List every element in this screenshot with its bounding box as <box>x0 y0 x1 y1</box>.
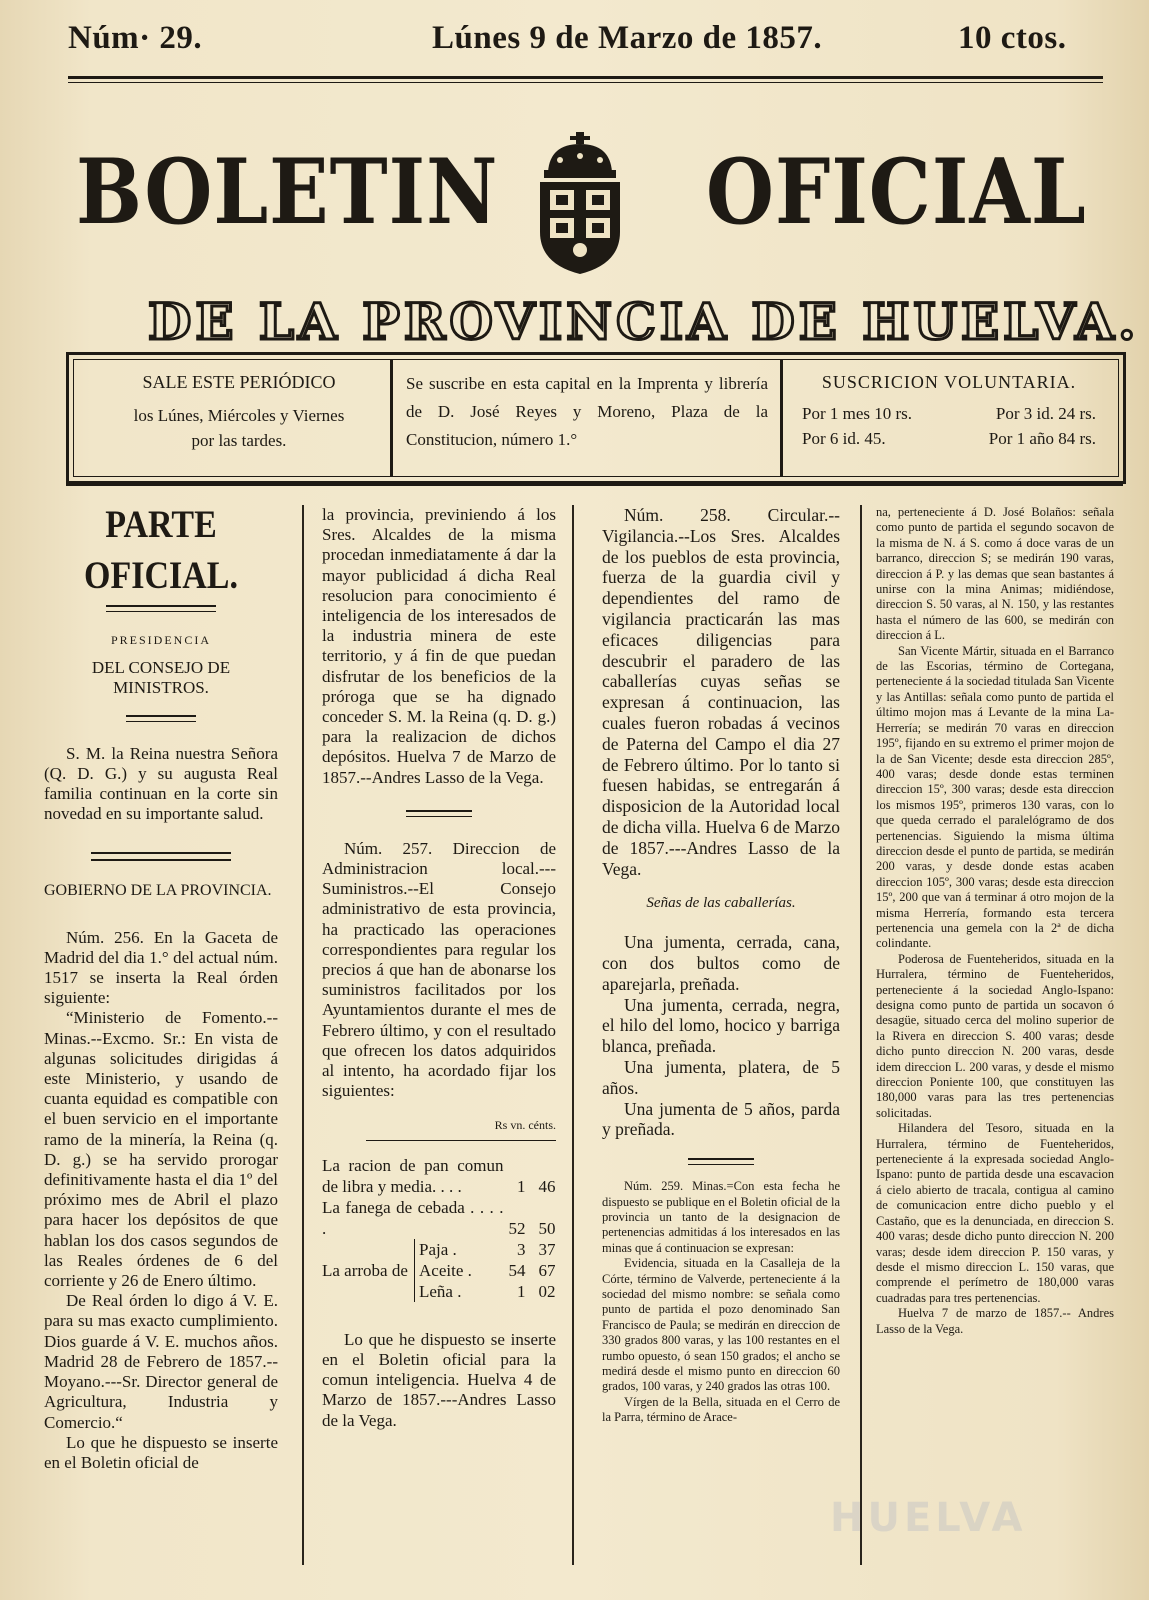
infobox-rule <box>66 484 1123 486</box>
masthead-oficial: OFICIAL <box>706 140 1087 245</box>
price-cents: 02 <box>538 1281 556 1301</box>
price-rs: 54 <box>508 1260 526 1280</box>
ornament-divider <box>406 810 472 817</box>
price-rs: 3 <box>517 1239 526 1259</box>
info-separator <box>390 360 393 476</box>
subscription-prices-title: SUSCRICION VOLUNTARIA. <box>821 372 1077 392</box>
ornament-divider <box>126 715 196 722</box>
issue-price: 10 ctos. <box>958 20 1067 56</box>
paragraph: Una jumenta, cerrada, negra, el hilo del lomo, hocico y barriga blanca, preñada. <box>602 994 840 1057</box>
paragraph: De Real órden lo digo á V. E. para su mas exacto cumplimiento. Dios guarde á V. E. muchos años. Madrid 28 de Febrero de 1857.--Moyano.---Sr. Director general de Agricultura, Industria y Comercio.“ <box>44 1291 278 1432</box>
ornament-divider <box>106 605 216 612</box>
paragraph: Núm. 258. Circular.--Vigilancia.--Los Sres. Alcaldes de los pueblos de esta provincia, fuerza de la guardia civil y dependientes del ramo de vigilancia practicarán las mas eficaces diligencias para descubrir el paradero de las caballerías cuyas señas se expresan á continuacion, las cuales fueron robadas á vecinos de Paterna del Campo el dia 27 de Febrero último. Por lo tanto si fuesen habidas, se entregarán á disposicion de la Autoridad local de dicha villa. Huelva 6 de Marzo de 1857.---Andres Lasso de la Vega. <box>602 505 840 879</box>
column-2 <box>322 505 556 1431</box>
column-1 <box>44 505 278 1473</box>
price-table <box>322 1155 556 1302</box>
top-rule-thin <box>68 82 1103 83</box>
publication-days <box>94 370 384 453</box>
coat-of-arms-icon <box>530 132 630 282</box>
paragraph: Núm. 257. Direccion de Administracion local.---Suministros.--El Consejo administrativo de esta provincia, ha practicado las operaciones correspondientes para regular los precios á que han de abonarse los suministros facilitados por los Ayuntamientos durante el mes de Febrero último, y con el resultado que ofrecen los datos adquiridos al intento, ha acordado fijar los siguientes: <box>322 838 556 1101</box>
subheading-presidencia: PRESIDENCIA <box>110 633 211 647</box>
column-4 <box>876 505 1114 1337</box>
minas-notice <box>602 1179 840 1426</box>
price-cents: 67 <box>538 1260 556 1280</box>
top-rule <box>68 76 1103 79</box>
paragraph: Una jumenta, platera, de 5 años. <box>602 1056 840 1098</box>
table-row <box>322 1155 556 1197</box>
paragraph: Hilandera del Tesoro, situada en la Hurralera, término de Fuenteheridos, perteneciente á la expresada sociedad Anglo-Ispano: punto de partida desde una escavacion á cielo abierto de tracala, contigua al camino de comunicacion entre dicho pueblo y el Castaño, que es la denunciada, en direccion S. 400 varas; desde dicho punto direccion N. 200 varas; desde idem direccion P. 150 varas, y desde el mismo direccion L. 150 varas, que comprende el perímetro de 180,000 varas cuadradas para tres pertenencias. <box>876 1121 1114 1305</box>
paragraph: “Ministerio de Fomento.--Minas.--Excmo. Sr.: En vista de algunas solicitudes dirigidas á este Ministerio, y usando de cuanta equidad es compatible con el buen servicio en el importante ramo de la minería, la Reina (q. D. g.) se ha servido prorogar definitivamente hasta el dia 1º del próximo mes de Abril el plazo para hacer los depósitos de que hablan los dos casos segundos de las Reales órdenes de 6 del corriente y 26 de Enero último. <box>44 1008 278 1291</box>
table-rule <box>366 1140 556 1141</box>
paragraph: Poderosa de Fuenteheridos, situada en la Hurralera, término de Fuenteheridos, perteneciente á la sociedad Anglo-Ispano: designa como punto de partida un socavon ó desagüe, situado cerca del molino superior de la Rivera en direccion S. 400 varas; desde dicho punto direccion N. 200 varas, desde idem direccion L. 200 varas, y desde el mismo direccion Poniente 100, que constituyen las 180,000 varas para las tres pertenencias solicitadas. <box>876 951 1114 1120</box>
paragraph: la provincia, previniendo á los Sres. Alcaldes de la misma procedan inmediatamente á dar la mayor publicidad á dicha Real resolucion para conocimiento é inteligencia de los interesados de la industria minera de este territorio, y á fin de que puedan disfrutar de los beneficios de la próroga que se ha dignado conceder S. M. la Reina (q. D. g.) para la realizacion de dichos depósitos. Huelva 7 de Marzo de 1857.--Andres Lasso de la Vega. <box>322 505 556 787</box>
table-row <box>322 1239 556 1260</box>
price-label: La arroba de <box>322 1260 408 1280</box>
price-cents: 37 <box>538 1239 556 1259</box>
price-six-months: Por 6 id. 45. <box>802 429 886 448</box>
paragraph: S. M. la Reina nuestra Señora (Q. D. G.) y su augusta Real familia continuan en la corte sin novedad en su importante salud. <box>44 743 278 824</box>
publication-days-title: SALE ESTE PERIÓDICO <box>142 372 336 392</box>
paragraph: Núm. 259. Minas.=Con esta fecha he dispuesto se publique en el Boletin oficial de la provincia un tanto de la designacion de pertenencias admitidas á los interesados en las minas que á continuacion se expresan: <box>602 1179 840 1255</box>
library-watermark: HUELVA <box>830 1495 1027 1541</box>
subheading-senas: Señas de las caballerías. <box>646 895 796 912</box>
paragraph: San Vicente Mártir, situada en el Barranco de las Escorias, término de Cortegana, perteneciente á la sociedad titulada San Vicente y las Antillas: señala como punto de partida el último mojon mas á Levante de la mina La-Herrería; se medirán 70 varas en direccion 195º, fijando en su extremo el primer mojon de la de San Vicente; desde esta direccion 285º, 400 varas; desde donde estas terminen direccion 15º, 300 varas; desde esta direccion los mismos 195º, primeros 130 varas, con lo que queda cerrado el paralelógramo de dos pertenencias. Siguiendo la misma última direccion desde el punto de partida, se medirán 200 varas, y desde donde estas acaben direccion 105º, 300 varas; desde esta direccion 15º, 200 que van á terminar á otro mojon de la misma Herrería, formando esta tercera pertenencia una gemela con la 2ª de dicha colindante. <box>876 643 1114 951</box>
subheading-gobierno: GOBIERNO DE LA PROVINCIA. <box>44 882 272 900</box>
section-heading-parte-oficial: PARTE OFICIAL. <box>84 503 238 597</box>
paragraph: Lo que he dispuesto se inserte en el Boletin oficial para la comun inteligencia. Huelva 4 de Marzo de 1857.---Andres Lasso de la Vega. <box>322 1329 556 1430</box>
paragraph: Vírgen de la Bella, situada en el Cerro de la Parra, término de Arace- <box>602 1394 840 1425</box>
masthead-boletin: BOLETIN <box>76 140 499 245</box>
table-row <box>322 1197 556 1239</box>
ornament-divider <box>91 852 231 861</box>
masthead-subtitle: DE LA PROVINCIA DE HUELVA. <box>148 292 1140 351</box>
subheading-consejo: DEL CONSEJO DE MINISTROS. <box>91 658 231 698</box>
price-rs: 52 <box>508 1218 526 1238</box>
price-one-month: Por 1 mes 10 rs. <box>802 404 913 423</box>
price-label: La racion de pan comun de libra y media. . . . <box>322 1155 504 1196</box>
paragraph: Huelva 7 de marzo de 1857.-- Andres Lasso de la Vega. <box>876 1306 1114 1336</box>
price-rs: 1 <box>517 1281 526 1301</box>
price-label: La fanega de cebada . . . . . <box>322 1197 504 1238</box>
price-label: Leña . <box>415 1281 504 1302</box>
price-three-months: Por 3 id. 24 rs. <box>995 404 1096 423</box>
price-rs: 1 <box>517 1176 526 1196</box>
issue-date: Lúnes 9 de Marzo de 1857. <box>432 20 823 56</box>
column-rule <box>860 505 862 1565</box>
paragraph: Lo que he dispuesto se inserte en el Boletin oficial de <box>44 1432 278 1472</box>
paragraph: Una jumenta, cerrada, cana, con dos bultos como de aparejarla, preñada. <box>602 932 840 994</box>
publication-days-body: los Lúnes, Miércoles y Viernes por las tardes. <box>133 406 345 450</box>
subscription-location: Se suscribe en esta capital en la Imprenta y librería de D. José Reyes y Moreno, Plaza de la Constitucion, número 1.° <box>406 374 768 449</box>
price-table-header: Rs vn. cénts. <box>494 1118 556 1133</box>
paragraph: na, perteneciente á D. José Bolaños: señala como punto de partida el segundo socavon de la misma de N. á S. como á doce varas de un barranco, direccion S; se medirán 190 varas, direccion á P. y las demas que sean bastantes á unirse con la mina Animas; midiéndose, direccion S. 50 varas, al N. 150, y las restantes hasta el número de las 600, se medirán con direccion á L. <box>876 505 1114 643</box>
issue-number: Núm· 29. <box>68 20 203 56</box>
paragraph: Núm. 256. En la Gaceta de Madrid del dia 1.° del actual núm. 1517 se inserta la Real órden siguiente: <box>44 927 278 1008</box>
subscription-prices <box>794 370 1104 451</box>
column-rule <box>572 505 574 1565</box>
price-one-year: Por 1 año 84 rs. <box>988 429 1096 448</box>
info-separator <box>780 360 783 476</box>
price-cents: 50 <box>538 1218 556 1238</box>
subscription-infobox <box>66 352 1126 484</box>
price-label: Aceite . <box>415 1260 504 1281</box>
paragraph: Una jumenta de 5 años, parda y preñada. <box>602 1098 840 1140</box>
price-label: Paja . <box>415 1239 504 1260</box>
paragraph: Evidencia, situada en la Casalleja de la Córte, término de Valverde, perteneciente á la sociedad del mismo nombre: se señala como punto de partida el pozo denominado San Francisco de Paula; se medirán en direccion de 330 grados 800 varas, y las 100 restantes en el rumbo opuesto, ó sean 150 grados; el ancho se medirá desde el mismo punto en direccion 60 grados, 100 varas, y 240 grados las otras 100. <box>602 1256 840 1394</box>
ornament-divider <box>688 1158 754 1165</box>
column-3 <box>602 505 840 1426</box>
price-cents: 46 <box>538 1176 556 1196</box>
column-rule <box>302 505 304 1565</box>
